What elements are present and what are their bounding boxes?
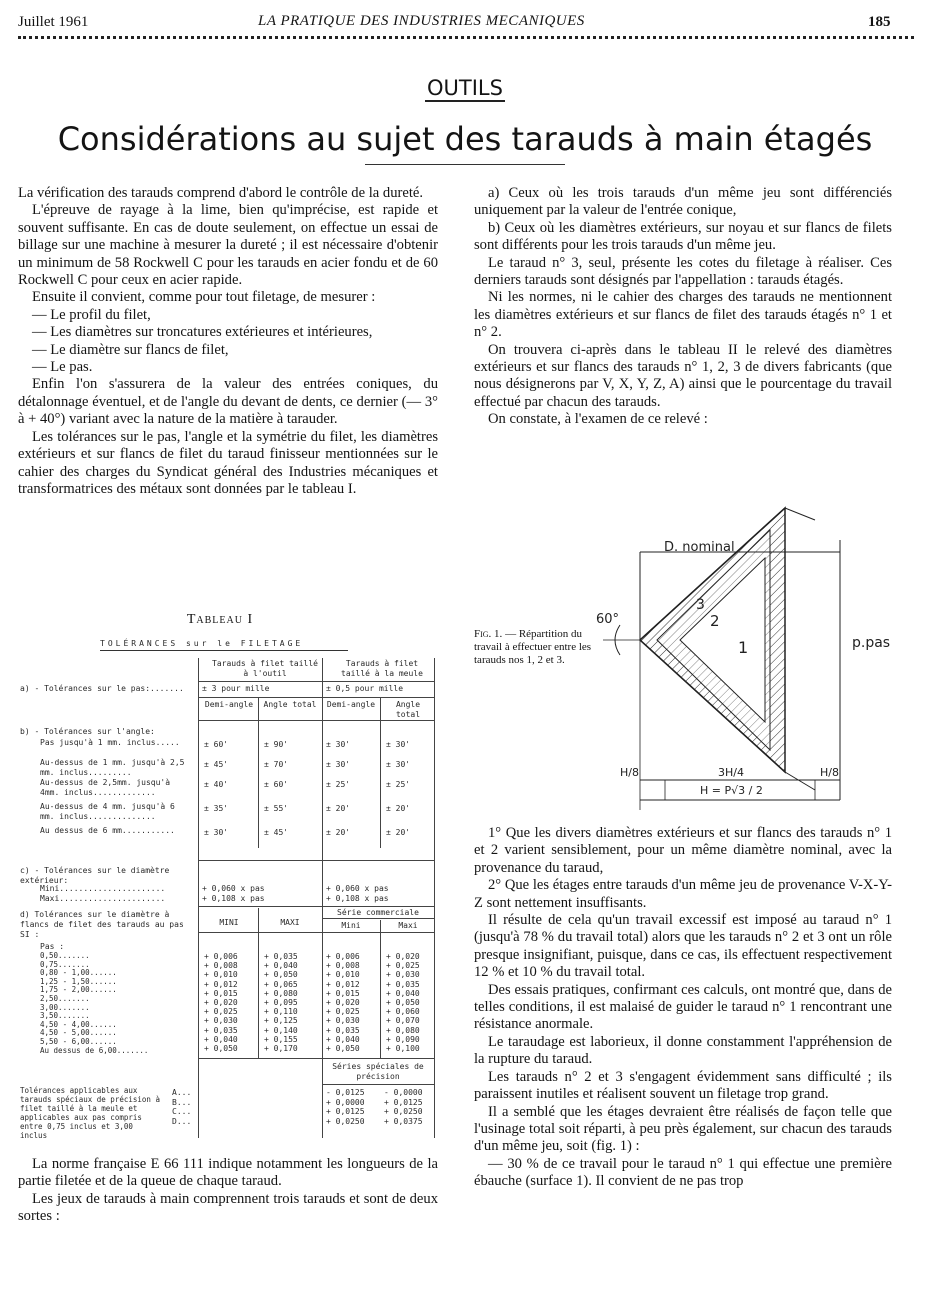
cell: + 0,030	[204, 1016, 238, 1026]
paragraph: 1° Que les divers diamètres extérieurs et sur flancs des tarauds n° 1 et 2 varient sensiblement, pour un même diamètre nominal, avec la provenance du taraud,	[474, 825, 892, 876]
paragraph: Il résulte de cela qu'un travail excessif est imposé au taraud n° 1 (jusqu'à 78 % du travail total) alors que les tarauds n° 2 et 3 ont un rôle presque insignifiant, puisque, dans ce cas, ils effectuent respectivement 12 % et 10 % du travail total.	[474, 912, 892, 981]
paragraph: Les tolérances sur le pas, l'angle et la symétrie du filet, les diamètres extérieurs et sur flancs de filet du taraud finisseur mentionnées sur le cahier des charges du Syndicat général des Industries mécaniques et transformatrices des métaux sont données par le tableau I.	[18, 428, 438, 497]
zone-1-label: 1	[738, 638, 749, 657]
cell: + 0,080	[264, 988, 298, 998]
cell: + 0,0000	[326, 1097, 365, 1107]
left-column-top	[18, 185, 438, 498]
paragraph: Il a semblé que les étages devraient être réalisés de façon telle que l'usinage total soit réparti, à peu près également, sur chacun des tarauds d'un même jeu, soit (fig. 1) :	[474, 1103, 892, 1155]
col-header: MINI	[219, 918, 239, 927]
col-header-ground: Tarauds à filet taillé à la meule	[341, 659, 423, 678]
row-label: Au dessus de 6,00.......	[40, 1045, 149, 1055]
cell: + 0,125	[264, 1016, 298, 1026]
row-key: C...	[172, 1107, 192, 1116]
row-label: Au-dessus de 4 mm. jusqu'à 6 mm. inclus..............	[40, 802, 175, 821]
cell: + 0,020	[204, 998, 238, 1007]
cell: ± 25'	[326, 780, 351, 789]
sub-header: Demi-angle	[204, 700, 254, 709]
list-item: — Le profil du filet,	[32, 306, 151, 323]
cell: + 0,060 x pas	[326, 884, 389, 893]
paragraph: On constate, à l'examen de ce relevé :	[488, 411, 708, 428]
cell: + 0,090	[386, 1034, 420, 1044]
cell: + 0,035	[386, 979, 420, 989]
table-rule	[322, 658, 323, 1138]
cell: + 0,110	[264, 1007, 298, 1017]
sub-header: Angle total	[263, 700, 317, 709]
paragraph: Des essais pratiques, confirmant ces calculs, ont montré que, dans de telles conditions, il est malaisé de guider le taraud n° 1 rencontrant une résistance anormale.	[474, 981, 892, 1033]
table-rule	[322, 918, 434, 919]
cell: + 0,010	[204, 970, 238, 980]
cell: + 0,025	[386, 961, 420, 971]
table-rule	[198, 681, 434, 682]
row-label: 1,25 - 1,50......	[40, 976, 117, 986]
cell: + 0,040	[264, 961, 298, 971]
right-column-bottom	[474, 825, 892, 1191]
cell: ± 20'	[326, 828, 351, 837]
header-rule	[18, 36, 914, 39]
cell: ± 3 pour mille	[202, 684, 270, 693]
pitch-label: p.pas	[852, 635, 891, 651]
cell: ± 40'	[204, 780, 229, 789]
paragraph: a) Ceux où les trois tarauds d'un même jeu sont différenciés uniquement par la valeur de l'entrée conique,	[474, 185, 892, 219]
cell: ± 90'	[264, 740, 289, 749]
cell: ± 30'	[204, 828, 229, 837]
cell: + 0,006	[326, 952, 360, 961]
list-item: — Les diamètres sur troncatures extérieures et intérieures,	[32, 324, 373, 341]
cell: ± 55'	[264, 804, 289, 813]
cell: + 0,020	[326, 998, 360, 1007]
row-key: A...	[172, 1088, 192, 1097]
cell: + 0,008	[326, 961, 360, 971]
sub-header: Angle total	[395, 700, 421, 719]
paragraph: Ensuite il convient, comme pour tout filetage, de mesurer :	[32, 289, 376, 306]
row-label: 0,80 - 1,00......	[40, 968, 117, 978]
table-subtitle-rule	[100, 650, 348, 651]
row-label: 1,75 - 2,00......	[40, 985, 117, 995]
dim-label: H/8	[820, 766, 839, 779]
cell: + 0,170	[264, 1044, 298, 1053]
table-rule	[434, 658, 435, 1138]
paragraph: La norme française E 66 111 indique notamment les longueurs de la partie filetée et de la queue de chaque taraud.	[18, 1156, 438, 1190]
cell: + 0,035	[326, 1025, 360, 1035]
formula-label: H = P√3 / 2	[700, 784, 763, 797]
col-header: Maxi	[398, 921, 418, 930]
nominal-label: D. nominal	[664, 540, 735, 555]
row-label: Au-dessus de 1 mm. jusqu'à 2,5 mm. inclus.........	[40, 758, 185, 777]
paragraph: L'épreuve de rayage à la lime, bien qu'imprécise, est rapide et souvent suffisante. En cas de doute seulement, on effectue un essai de billage sur une machine à mesurer la dureté ; il est nécessaire d'obtenir un minimum de 58 Rockwell C pour les tarauds en acier fondu et de 60 Rockwell C pour ceux en acier rapide.	[18, 202, 438, 289]
cell: + 0,065	[264, 979, 298, 989]
table-rule	[380, 920, 381, 1058]
row-label: a) - Tolérances sur le pas:.......	[20, 684, 184, 693]
cell: + 0,095	[264, 998, 298, 1007]
cell: + 0,010	[326, 970, 360, 980]
cell: + 0,020	[386, 952, 420, 961]
cell: ± 70'	[264, 760, 289, 769]
left-column-bottom	[18, 1156, 438, 1226]
cell: + 0,012	[326, 979, 360, 989]
article-title: Considérations au sujet des tarauds à main étagés	[57, 120, 873, 158]
row-label: Pas :	[40, 942, 65, 951]
paragraph: Les jeux de tarauds à main comprennent trois tarauds et sont de deux sortes :	[18, 1190, 438, 1225]
cell: + 0,040	[326, 1034, 360, 1044]
cell: + 0,0125	[326, 1107, 365, 1116]
table-rule	[198, 932, 434, 933]
cell: + 0,040	[386, 988, 420, 998]
cell: + 0,015	[326, 988, 360, 998]
cell: + 0,0250	[326, 1116, 365, 1126]
cell: + 0,040	[204, 1034, 238, 1044]
title-rule	[365, 164, 565, 165]
row-label: Au-dessus de 2,5mm. jusqu'à 4mm. inclus.............	[40, 778, 171, 797]
paragraph: Enfin l'on s'assurera de la valeur des entrées coniques, du détalonnage éventuel, et de l'angle du devant de dents, ce dernier (— 3° à + 40°) variant avec la nature de la matière à tarauder.	[18, 376, 438, 428]
table-rule	[198, 720, 434, 721]
cell: ± 60'	[264, 780, 289, 789]
figure-caption	[474, 628, 594, 667]
row-label: Au dessus de 6 mm...........	[40, 826, 175, 835]
table-rule	[198, 906, 434, 907]
cell: ± 35'	[204, 804, 229, 813]
cell: ± 30'	[386, 760, 411, 769]
cell: + 0,0250	[384, 1107, 423, 1116]
col-header-finish: Tarauds à filet taillé à l'outil	[212, 659, 318, 678]
row-label: 2,50.......	[40, 994, 90, 1003]
header-journal: LA PRATIQUE DES INDUSTRIES MECANIQUES	[258, 13, 585, 29]
paragraph: 2° Que les étages entre tarauds d'un même jeu de provenance V-X-Y-Z sont nettement insuffisants.	[474, 877, 892, 911]
cell: + 0,0375	[384, 1116, 423, 1126]
row-label: Pas jusqu'à 1 mm. inclus.....	[40, 738, 180, 747]
paragraph: On trouvera ci-après dans le tableau II le relevé des diamètres extérieurs et sur flancs des tarauds n° 1, 2, 3 de divers fabricants (que nous désignerons par V, X, Y, Z, A) ainsi que le pourcentage du travail effectué par chacun des tarauds.	[474, 341, 892, 410]
row-label: 0,50.......	[40, 951, 90, 960]
cell: + 0,050	[386, 998, 420, 1007]
row-label: 4,50 - 4,00......	[40, 1019, 117, 1029]
thread-diagram	[595, 500, 915, 820]
cell: + 0,0125	[384, 1097, 423, 1107]
col-header: Séries spéciales de précision	[332, 1062, 424, 1081]
cell: ± 25'	[386, 780, 411, 789]
cell: + 0,050	[326, 1044, 360, 1053]
cell: + 0,070	[386, 1016, 420, 1026]
sub-header: Demi-angle	[326, 700, 376, 709]
cell: ± 45'	[204, 760, 229, 769]
dim-label: 3H/4	[718, 766, 744, 779]
dim-label: H/8	[620, 766, 639, 779]
table-rule	[198, 860, 434, 861]
cell: - 0,0000	[384, 1088, 423, 1097]
cell: + 0,140	[264, 1025, 298, 1035]
row-label: Mini......................	[40, 884, 166, 893]
cell: ± 45'	[264, 828, 289, 837]
row-key: D...	[172, 1116, 192, 1126]
cell: ± 60'	[204, 740, 229, 749]
header-date: Juillet 1961	[18, 14, 89, 30]
cell: ± 20'	[386, 804, 411, 813]
row-label: 5,50 - 6,00......	[40, 1037, 117, 1046]
cell: + 0,050	[264, 970, 298, 980]
cell: + 0,050	[204, 1044, 238, 1053]
cell: + 0,015	[204, 988, 238, 998]
cell: + 0,100	[386, 1044, 420, 1053]
cell: + 0,080	[386, 1025, 420, 1035]
cell: ± 30'	[326, 760, 351, 769]
row-key: B...	[172, 1097, 192, 1107]
table-rule	[198, 1058, 434, 1059]
cell: + 0,155	[264, 1034, 298, 1044]
table-rule	[198, 658, 199, 1138]
cell: + 0,008	[204, 961, 238, 971]
row-label: 4,50 - 5,00......	[40, 1028, 117, 1038]
angle-label: 60°	[596, 612, 620, 627]
cell: + 0,035	[264, 952, 298, 961]
paragraph: Le taraudage est laborieux, il donne constamment l'appréhension de la rupture du taraud.	[474, 1033, 892, 1068]
cell: + 0,025	[326, 1007, 360, 1017]
section-heading: OUTILS	[427, 76, 503, 100]
cell: + 0,012	[204, 979, 238, 989]
table-rule	[198, 697, 434, 698]
page-number: 185	[868, 14, 891, 30]
list-item: — Le pas.	[32, 359, 93, 376]
cell: + 0,108 x pas	[202, 894, 265, 903]
table-title: Tableau I	[186, 612, 254, 627]
row-group-title: d) Tolérances sur le diamètre à flancs de filet des tarauds au pas SI :	[20, 910, 184, 939]
row-label: 0,75.......	[40, 959, 90, 969]
cell: + 0,060 x pas	[202, 884, 265, 893]
table-rule	[322, 1084, 434, 1085]
cell: + 0,030	[386, 970, 420, 980]
list-item: — Le diamètre sur flancs de filet,	[32, 341, 229, 358]
cell: + 0,030	[326, 1016, 360, 1026]
zone-2-label: 2	[710, 612, 720, 630]
table-rule	[258, 908, 259, 1058]
cell: + 0,060	[386, 1007, 420, 1017]
paragraph: b) Ceux où les diamètres extérieurs, sur noyau et sur flancs de filets sont différents pour les trois tarauds d'un même jeu.	[474, 219, 892, 254]
row-label: Tolérances applicables aux tarauds spéciaux de précision à filet taillé à la meule et applicables aux pas compris entre 0,75 inclus et 3,00 inclus	[20, 1086, 160, 1140]
table-subtitle: TOLÉRANCES sur le FILETAGE	[100, 639, 304, 648]
cell: + 0,108 x pas	[326, 894, 389, 903]
paragraph: Ni les normes, ni le cahier des charges des tarauds ne mentionnent les diamètres extérieurs et sur flancs de filet des tarauds étagés n° 1 et n° 2.	[474, 289, 892, 341]
row-group-title: b) - Tolérances sur l'angle:	[20, 727, 155, 736]
zone-3-label: 3	[696, 597, 705, 613]
row-label: 3,50.......	[40, 1011, 90, 1021]
col-header: Série commerciale	[337, 908, 419, 917]
row-label: Maxi......................	[40, 894, 166, 903]
col-header: MAXI	[280, 918, 300, 927]
cell: + 0,025	[204, 1007, 238, 1017]
paragraph: La vérification des tarauds comprend d'abord le contrôle de la dureté.	[18, 185, 424, 201]
right-column-top	[474, 185, 892, 429]
paragraph: Les tarauds n° 2 et 3 s'engagent évidemment sans difficulté ; ils paraissent inutiles et réalisent souvent un filetage trop grand.	[474, 1068, 892, 1103]
row-label: 3,00.......	[40, 1002, 90, 1012]
caption-label: Fig. 1.	[474, 628, 503, 640]
cell: - 0,0125	[326, 1088, 365, 1097]
row-group-title: c) - Tolérances sur le diamètre extérieur:	[20, 866, 170, 885]
paragraph: Le taraud n° 3, seul, présente les cotes du filetage à réaliser. Ces derniers tarauds sont désignés par l'appellation : tarauds étagés.	[474, 254, 892, 289]
cell: ± 20'	[326, 804, 351, 813]
cell: ± 30'	[326, 740, 351, 749]
cell: ± 30'	[386, 740, 411, 749]
cell: + 0,035	[204, 1025, 238, 1035]
paragraph: — 30 % de ce travail pour le taraud n° 1 qui effectue une première ébauche (surface 1). Il convient de ne pas trop	[474, 1155, 892, 1190]
cell: ± 20'	[386, 828, 411, 837]
cell: + 0,006	[204, 952, 238, 961]
col-header: Mini	[341, 921, 361, 930]
cell: ± 0,5 pour mille	[326, 684, 404, 693]
caption-text: — Répartition du travail à effectuer entre les tarauds nos 1, 2 et 3.	[474, 628, 592, 666]
